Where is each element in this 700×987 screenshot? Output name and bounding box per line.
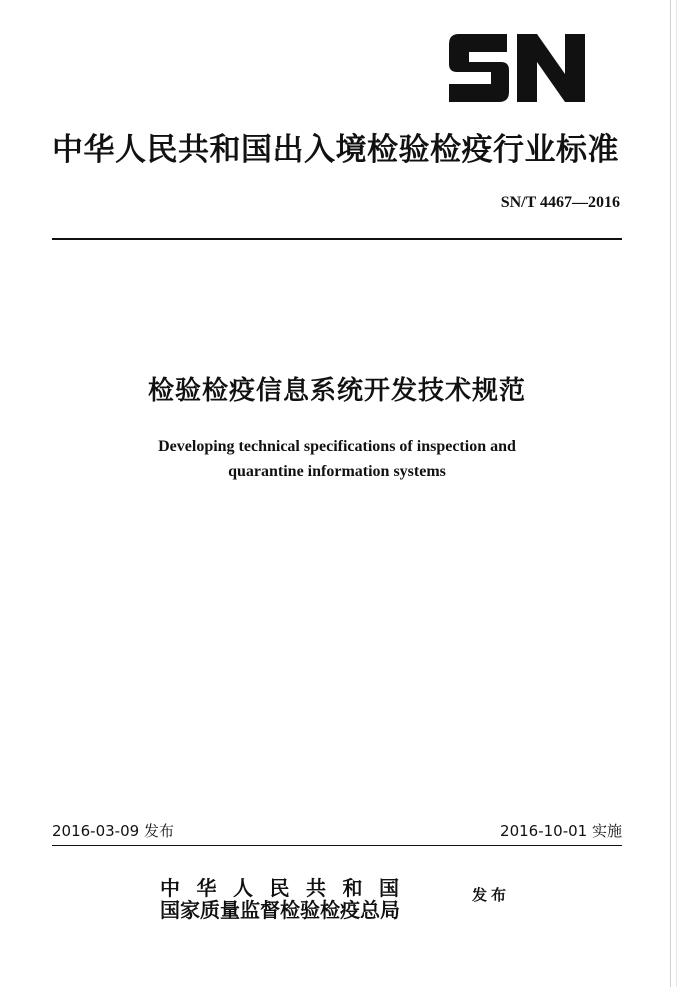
authority-title: 中华人民共和国出入境检验检疫行业标准 xyxy=(52,132,619,168)
standard-code: SN/T 4467—2016 xyxy=(500,194,620,211)
scan-edge-line xyxy=(670,0,671,987)
issuer-publish-label: 发布 xyxy=(472,886,511,904)
sn-logo xyxy=(445,28,595,108)
footer-divider xyxy=(52,845,622,846)
implementation-date: 2016-10-01 实施 xyxy=(500,822,622,840)
document-title-english-line-2: quarantine information systems xyxy=(228,463,446,480)
issue-date: 2016-03-09 发布 xyxy=(52,822,174,840)
header-divider xyxy=(52,238,622,240)
document-title-chinese: 检验检疫信息系统开发技术规范 xyxy=(147,376,526,406)
scan-edge-line-secondary xyxy=(676,0,677,987)
issuer-agency: 国家质量监督检验检疫总局 xyxy=(160,898,400,922)
document-title-english xyxy=(0,434,674,484)
document-title-english-line-1: Developing technical specifications of inspection and xyxy=(158,438,516,455)
issuer-country: 中华人民共和国 xyxy=(160,876,416,900)
